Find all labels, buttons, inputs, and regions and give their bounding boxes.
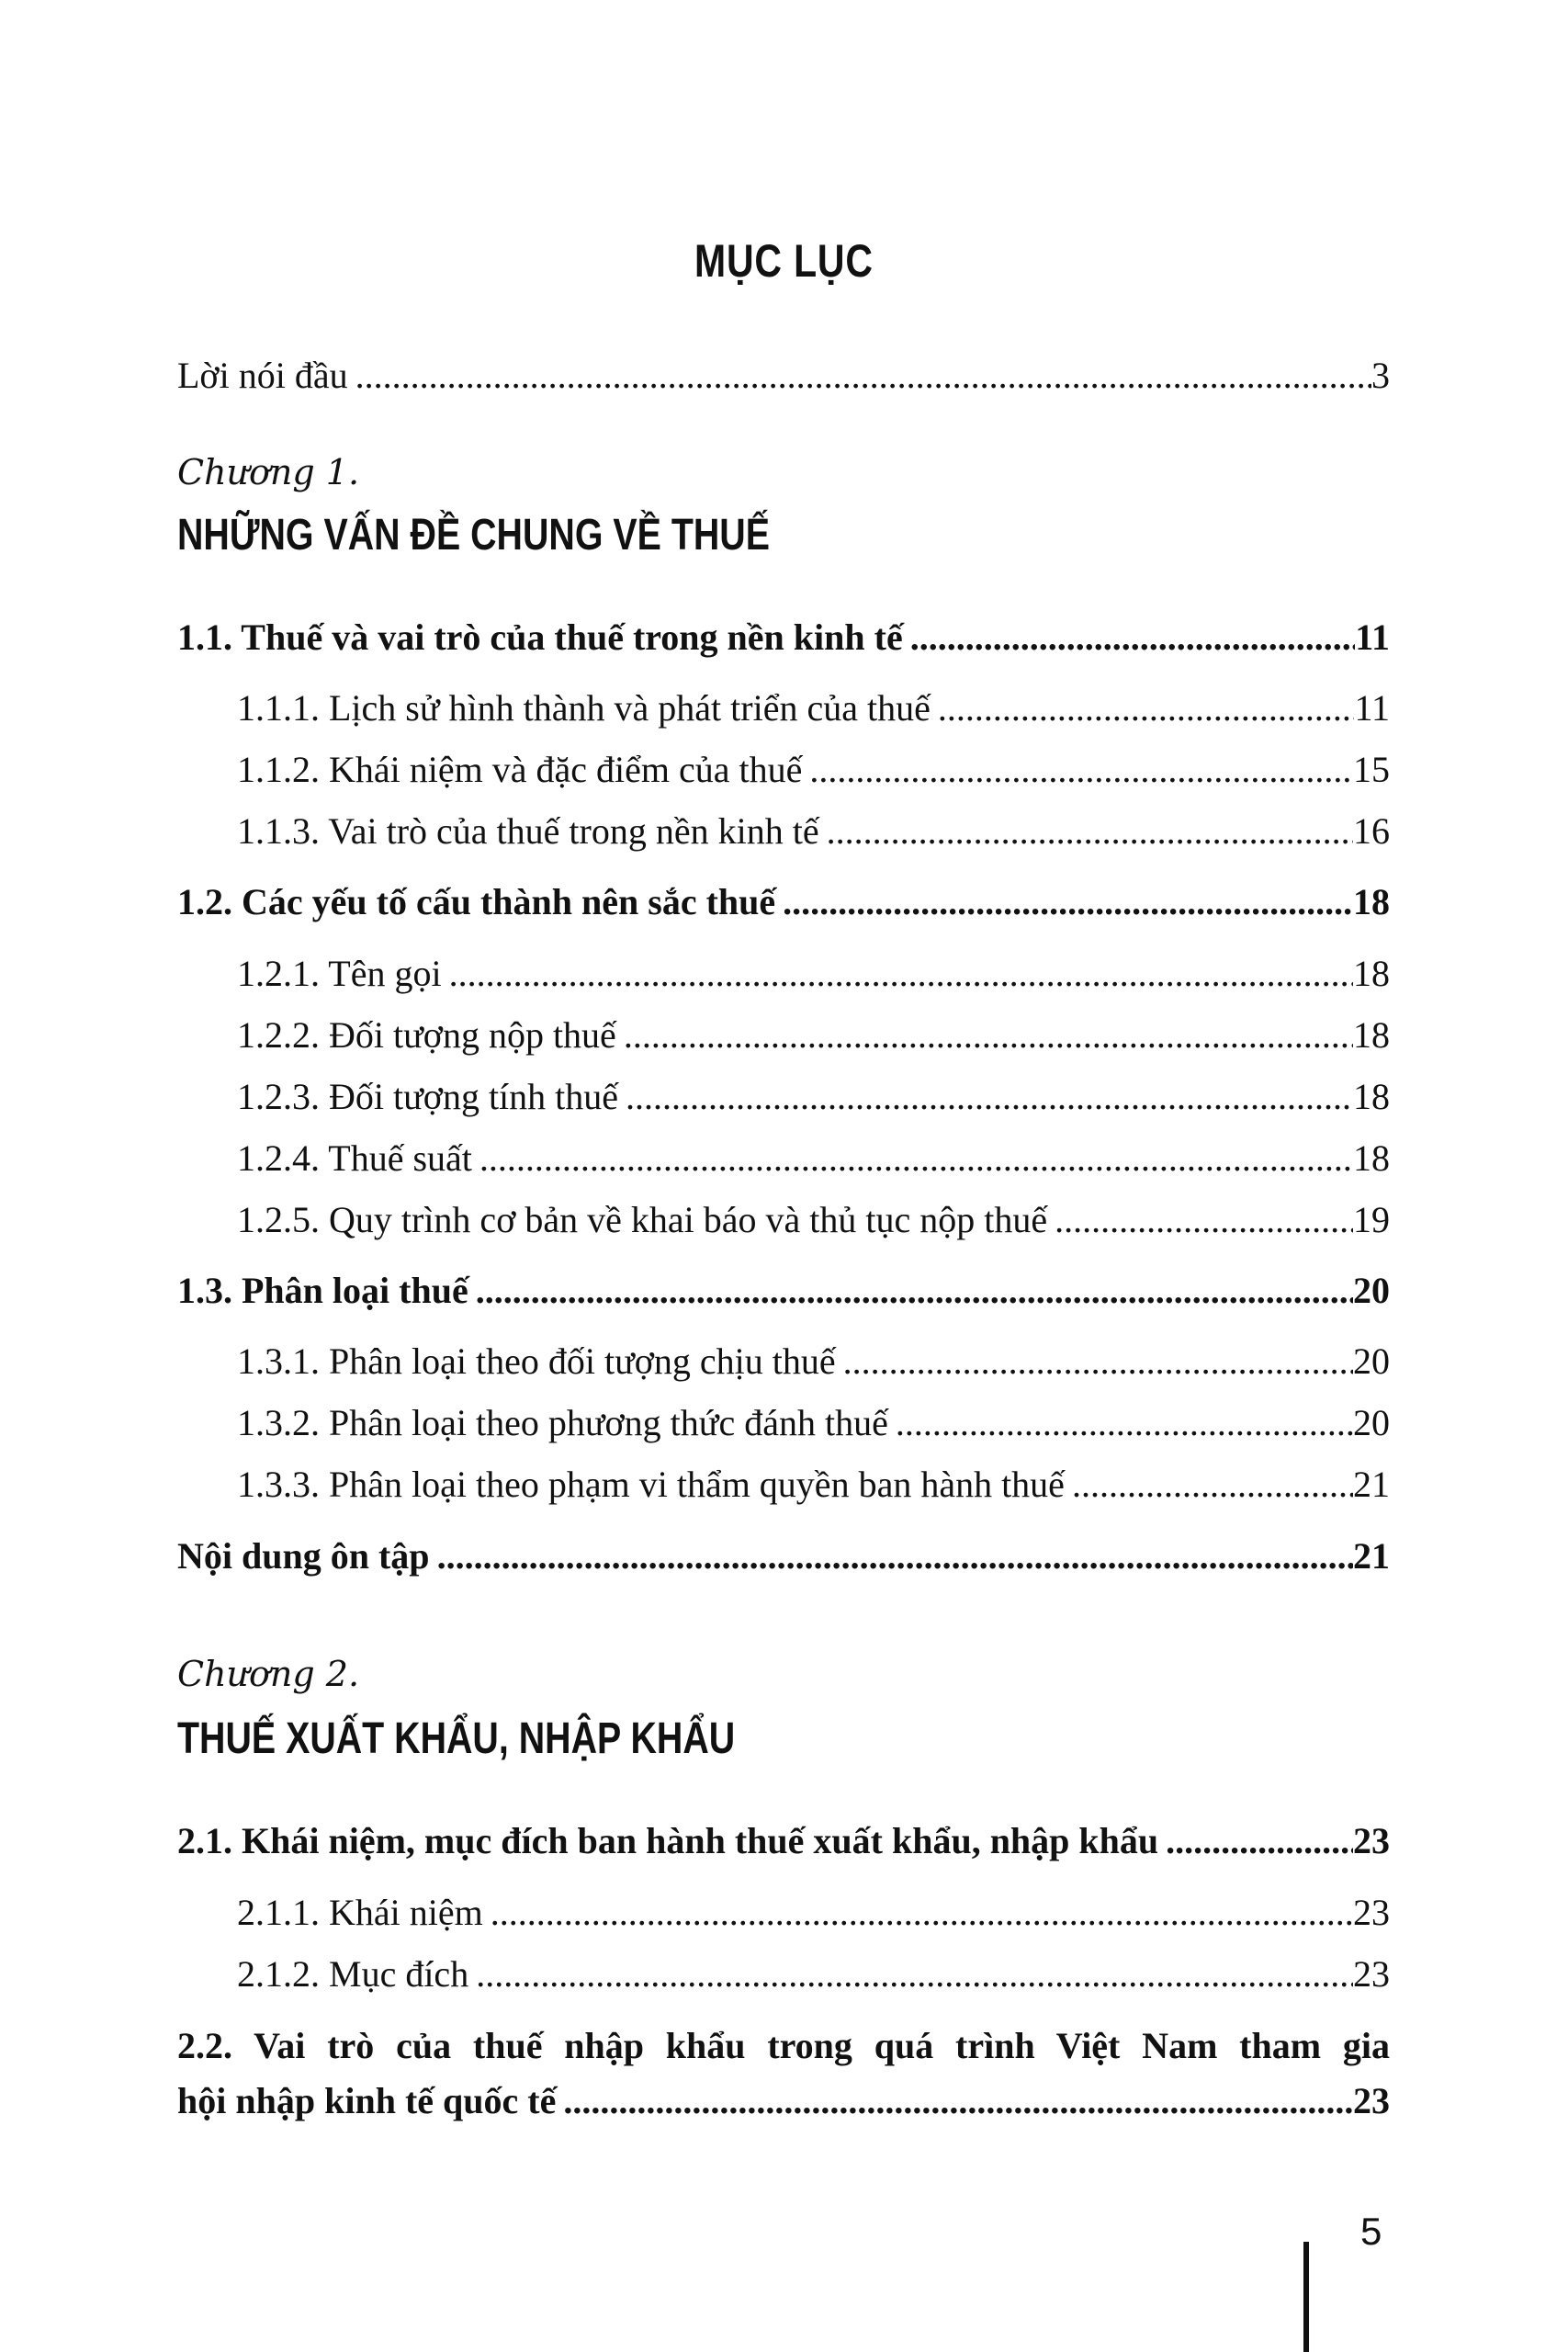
toc-entry-text: 1.2.1. Tên gọi: [237, 953, 442, 994]
toc-entry-page: 20: [1353, 1402, 1390, 1443]
toc-entry-page: 18: [1353, 881, 1390, 922]
dot-leader: [775, 880, 1353, 923]
chapter-label: Chương 2.: [177, 1654, 360, 1694]
toc-section-entry-line1: 2.2. Vai trò của thuế nhập khẩu trong quá trình Việt Nam tham gia: [177, 2025, 1390, 2066]
toc-section-entry: [177, 1269, 1390, 1312]
toc-entry-text: 1.2.3. Đối tượng tính thuế: [237, 1076, 619, 1117]
toc-entry-page: 23: [1353, 2080, 1390, 2121]
dot-leader: [442, 952, 1353, 995]
toc-subsection-entry: [237, 1891, 1390, 1934]
dot-leader: [468, 1269, 1353, 1312]
toc-subsection-entry: [237, 1198, 1390, 1241]
toc-subsection-entry: [237, 1013, 1390, 1057]
toc-entry-text: 1.3.2. Phân loại theo phương thức đánh thuế: [237, 1402, 888, 1443]
dot-leader: [903, 616, 1355, 659]
dot-leader: [430, 1534, 1353, 1577]
toc-entry-text: 1.2.2. Đối tượng nộp thuế: [237, 1014, 616, 1056]
page-number-rule: [1303, 2242, 1309, 2352]
toc-entry-text: 1.3.1. Phân loại theo đối tượng chịu thuế: [237, 1340, 836, 1382]
toc-section-entry: [177, 616, 1390, 659]
toc-entry-text: Lời nói đầu: [177, 355, 348, 396]
toc-subsection-entry: [237, 1401, 1390, 1444]
toc-entry-text: 1.1.3. Vai trò của thuế trong nền kinh tế: [237, 810, 819, 852]
toc-entry-page: 23: [1353, 1820, 1390, 1861]
toc-entry-page: 20: [1353, 1270, 1390, 1311]
toc-entry-text: 2.1.2. Mục đích: [237, 1953, 469, 1995]
dot-leader: [468, 1952, 1353, 1996]
toc-entry-page: 18: [1353, 1014, 1390, 1056]
toc-entry-page: 18: [1353, 953, 1390, 994]
toc-entry-text: 1.1.1. Lịch sử hình thành và phát triển của thuế: [237, 687, 931, 729]
toc-entry-page: 18: [1353, 1137, 1390, 1179]
dot-leader: [1065, 1463, 1353, 1506]
toc-entry-page: 23: [1353, 1953, 1390, 1995]
toc-subsection-entry: [237, 1340, 1390, 1383]
toc-subsection-entry: [237, 809, 1390, 853]
toc-section-entry: [177, 2079, 1390, 2122]
dot-leader: [1047, 1198, 1353, 1241]
chapter-title: THUẾ XUẤT KHẨU, NHẬP KHẨU: [177, 1714, 736, 1763]
toc-entry-page: 11: [1354, 687, 1390, 729]
toc-entry-page: 21: [1353, 1464, 1390, 1505]
toc-entry-page: 19: [1353, 1199, 1390, 1240]
toc-subsection-entry: [237, 686, 1390, 729]
page-number: 5: [1360, 2210, 1382, 2253]
toc-subsection-entry: [237, 1136, 1390, 1180]
toc-entry-text: 1.1.2. Khái niệm và đặc điểm của thuế: [237, 749, 803, 790]
toc-entry-preface: [177, 354, 1390, 397]
toc-entry-page: 18: [1353, 1076, 1390, 1117]
toc-subsection-entry: [237, 952, 1390, 995]
chapter-label: Chương 1.: [177, 452, 360, 492]
toc-entry-text: 1.1. Thuế và vai trò của thuế trong nền kinh tế: [177, 616, 903, 658]
dot-leader: [483, 1891, 1353, 1934]
toc-entry-text: 1.3. Phân loại thuế: [177, 1270, 468, 1311]
toc-entry-page: 16: [1353, 810, 1390, 852]
dot-leader: [931, 686, 1355, 729]
page-title: MỤC LỤC: [694, 235, 874, 287]
toc-entry-text: Nội dung ôn tập: [177, 1535, 430, 1577]
dot-leader: [888, 1401, 1353, 1444]
dot-leader: [618, 1075, 1353, 1118]
toc-entry-text: 2.1.1. Khái niệm: [237, 1892, 483, 1933]
toc-entry-text: 1.2.4. Thuế suất: [237, 1137, 472, 1179]
toc-entry-text: 2.1. Khái niệm, mục đích ban hành thuế xuất khẩu, nhập khẩu: [177, 1820, 1159, 1861]
toc-subsection-entry: [237, 1952, 1390, 1996]
toc-entry-page: 21: [1353, 1535, 1390, 1577]
toc-subsection-entry: [237, 1075, 1390, 1118]
toc-entry-text: 1.2. Các yếu tố cấu thành nên sắc thuế: [177, 881, 776, 922]
dot-leader: [472, 1136, 1353, 1180]
toc-subsection-entry: [237, 1463, 1390, 1506]
dot-leader: [348, 354, 1371, 397]
dot-leader: [556, 2079, 1353, 2122]
toc-entry-text: 1.2.5. Quy trình cơ bản về khai báo và thủ tục nộp thuế: [237, 1199, 1048, 1240]
dot-leader: [1158, 1819, 1353, 1862]
dot-leader: [616, 1013, 1353, 1057]
toc-entry-text: 1.3.3. Phân loại theo phạm vi thẩm quyền ban hành thuế: [237, 1464, 1065, 1505]
chapter-title: NHỮNG VẤN ĐỀ CHUNG VỀ THUẾ: [177, 511, 770, 560]
toc-entry-page: 11: [1355, 616, 1390, 658]
toc-entry-page: 3: [1371, 355, 1390, 396]
toc-section-entry: [177, 880, 1390, 923]
toc-entry-page: 20: [1353, 1340, 1390, 1382]
toc-entry-page: 23: [1353, 1892, 1390, 1933]
dot-leader: [836, 1340, 1353, 1383]
toc-entry-page: 15: [1353, 749, 1390, 790]
dot-leader: [819, 809, 1353, 853]
toc-section-entry: [177, 1819, 1390, 1862]
dot-leader: [802, 748, 1353, 791]
toc-section-entry: [177, 1534, 1390, 1577]
toc-entry-text: hội nhập kinh tế quốc tế: [177, 2080, 557, 2121]
toc-subsection-entry: [237, 748, 1390, 791]
